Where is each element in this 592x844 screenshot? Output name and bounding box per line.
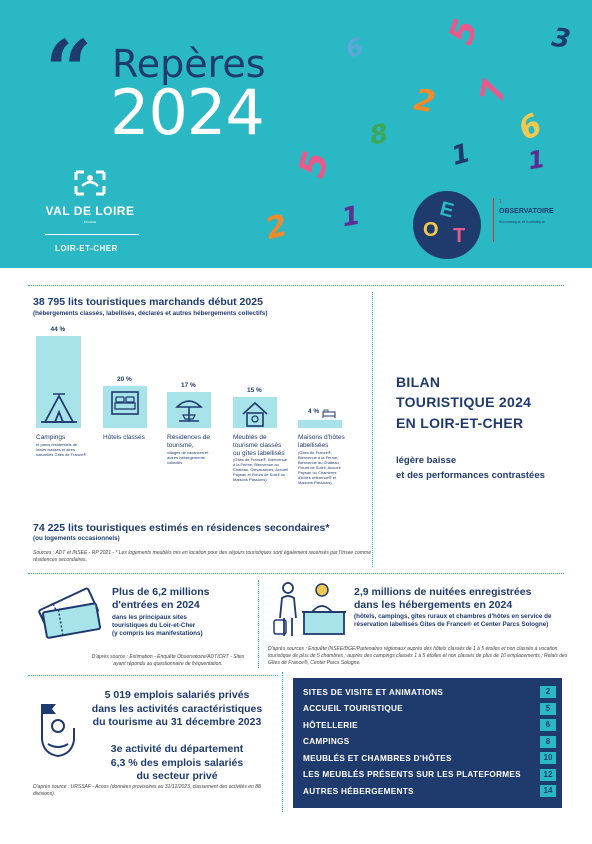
- toc-item-autres[interactable]: [303, 783, 556, 800]
- entries-sub-line: (y compris les manifestations): [112, 630, 203, 638]
- chart-category-label: [167, 434, 219, 465]
- vertical-divider: [258, 580, 259, 668]
- beds-subtitle: (hébergements classés, labellisés, déclarés et autres hébergements collectifs): [33, 310, 268, 317]
- nights-title: [354, 586, 531, 612]
- bilan-subtitle: [396, 454, 545, 483]
- toc-label: LES MEUBLÉS PRÉSENTS SUR LES PLATEFORMES: [303, 770, 521, 780]
- deco-digit: 5: [440, 14, 487, 50]
- jobs-rank-line: 6,3 % des emplois salariés: [110, 756, 244, 769]
- bilan-title-line: TOURISTIQUE 2024: [396, 394, 532, 411]
- deco-digit: 1: [448, 138, 474, 172]
- toc-item-accueil[interactable]: [303, 701, 556, 718]
- category-detail: (Gîtes de France®, Bienvenue à la Ferme, Bienvenue au Château, Clévacances, Accueil Paysan et Fleurs de Soleil ou Maisons Passions): [233, 457, 289, 483]
- section-divider: [28, 285, 564, 286]
- deco-digit: 1: [339, 200, 363, 234]
- toc-page-number: 10: [540, 752, 556, 764]
- logo-main-text: VAL DE LOIRE: [45, 204, 135, 218]
- bilan-title-line: EN LOIR-ET-CHER: [396, 414, 524, 431]
- jobs-rank-line: du secteur privé: [136, 770, 218, 783]
- deco-digit: 8: [367, 118, 391, 152]
- jobs-title-line: 5 019 emplois salariés privés: [104, 689, 250, 701]
- entries-title-line: Plus de 6,2 millions: [112, 586, 210, 598]
- logo-sub-text: FRANCE: [83, 220, 97, 224]
- chart-data-label: 44 %: [50, 326, 66, 333]
- section-divider: [28, 573, 564, 574]
- jobs-title: [88, 689, 266, 730]
- category-name: Campings: [36, 434, 66, 441]
- guest-bed-icon: [322, 408, 336, 418]
- chart-data-label: 20 %: [117, 376, 132, 383]
- entries-source: D'après source : Estimation - Enquête Observatoire/ADT/CRT - Sites ayant répondu au questionnaire de fréquentation.: [91, 654, 245, 667]
- oet-letter: T: [453, 225, 466, 247]
- vertical-divider: [372, 292, 373, 567]
- nights-title-line: 2,9 millions de nuitées enregistrées: [354, 586, 532, 598]
- entries-sub-line: touristiques du Loir-et-Cher: [112, 622, 196, 630]
- category-detail: villages de vacances et autres hébergements collectifs: [167, 449, 209, 465]
- entries-title-line: d'entrées en 2024: [112, 599, 200, 612]
- toc-label: HÔTELLERIE: [303, 720, 358, 730]
- jobs-rank: [88, 743, 266, 784]
- deco-digit: 6: [512, 107, 549, 148]
- chart-category-label: [233, 434, 289, 482]
- oet-letter: E: [437, 197, 457, 223]
- toc-item-campings[interactable]: [303, 734, 556, 751]
- observatoire-sup: 1: [499, 199, 502, 205]
- page-year: 2024: [110, 76, 264, 149]
- logo-dept-text: LOIR-ET-CHER: [55, 244, 118, 253]
- category-name: Meublés de tourisme classés ou gîtes labellisés: [233, 434, 285, 457]
- oet-letter: O: [423, 219, 439, 241]
- tent-icon: [39, 388, 79, 428]
- section-divider: [28, 675, 278, 676]
- category-name: Maisons d'hôtes labellisées: [298, 434, 345, 449]
- category-detail: et parcs résidentiels de loisirs classés et aires naturelles Gîtes de France®: [36, 441, 87, 457]
- category-detail: (Gîtes de France®, Bienvenue à la Ferme, Bienvenue au Château, Fleurs de Soleil, Accueil Paysan ou Chambres d'hôtes référence® et Maisons Passions): [298, 449, 341, 485]
- toc-label: CAMPINGS: [303, 737, 350, 747]
- oet-logo: [413, 191, 481, 259]
- chart-bar: [298, 420, 342, 428]
- toc-label: MEUBLÉS ET CHAMBRES D'HÔTES: [303, 753, 452, 763]
- beds-title: 38 795 lits touristiques marchands début 2025: [33, 296, 263, 308]
- category-name: Hôtels classés: [103, 434, 145, 441]
- toc-item-sites[interactable]: [303, 684, 556, 701]
- ticket-icon: [36, 582, 102, 642]
- jobs-source: D'après source : URSSAF - Acoss (données provisoires au 31/12/2023, classement des activités en 88 divisions).: [33, 784, 261, 797]
- hero-banner: [0, 0, 592, 268]
- entries-subtitle: [112, 614, 203, 639]
- chart-data-label: 4 %: [308, 408, 320, 415]
- beds-source: Sources : ADT et INSEE - RP 2021 - * Les logements meublés mis en location pour des séjours touristiques sont également recensés par l'Insee comme résidences secondaires.: [33, 550, 371, 563]
- vertical-divider: [282, 672, 283, 812]
- toc-label: ACCUEIL TOURISTIQUE: [303, 704, 404, 714]
- toc-page-number: 14: [540, 785, 556, 797]
- observatoire-sub: économique et touristique: [499, 219, 545, 224]
- category-name: Résidences de tourisme,: [167, 434, 210, 449]
- toc-page-number: 12: [540, 769, 556, 781]
- house-icon: [239, 400, 271, 428]
- val-de-loire-logo: [40, 168, 140, 224]
- secondary-homes-title: 74 225 lits touristiques estimés en résidences secondaires*: [33, 522, 330, 534]
- deco-digit: 1: [525, 144, 548, 176]
- secondary-homes-subtitle: (ou logements occasionnels): [33, 535, 120, 542]
- toc-label: SITES DE VISITE ET ANIMATIONS: [303, 687, 444, 697]
- logo-divider: [45, 234, 139, 235]
- toc-item-hotellerie[interactable]: [303, 717, 556, 734]
- deco-digit: 7: [472, 76, 514, 106]
- chart-data-label: 17 %: [181, 382, 196, 389]
- beach-umbrella-icon: [173, 395, 205, 423]
- toc-page-number: 8: [540, 736, 556, 748]
- toc-page-number: 5: [540, 703, 556, 715]
- quote-mark: “: [45, 23, 87, 119]
- table-of-contents: [293, 678, 562, 808]
- deco-digit: 2: [411, 82, 438, 121]
- deco-digit: 2: [261, 207, 292, 248]
- deco-digit: 3: [549, 22, 573, 56]
- chart-category-label: [103, 434, 155, 442]
- nights-title-line: dans les hébergements en 2024: [354, 599, 513, 612]
- reception-icon: [272, 578, 348, 642]
- bed-icon: [109, 389, 141, 417]
- observatoire-label: OBSERVATOIRE: [499, 208, 554, 215]
- jobs-rank-line: 3e activité du département: [110, 743, 244, 755]
- observatoire-divider: [493, 198, 494, 242]
- jobs-title-line: dans les activités caractéristiques: [91, 702, 263, 715]
- toc-page-number: 6: [540, 719, 556, 731]
- entries-title: [112, 586, 209, 612]
- toc-label: AUTRES HÉBERGEMENTS: [303, 786, 414, 796]
- chart-data-label: 15 %: [247, 387, 262, 394]
- jobs-title-line: du tourisme au 31 décembre 2023: [92, 716, 262, 729]
- entries-sub-line: dans les principaux sites: [112, 614, 187, 621]
- deco-digit: 5: [291, 147, 338, 182]
- toc-item-meubles[interactable]: [303, 750, 556, 767]
- bilan-sub-line: légère baisse: [396, 455, 457, 466]
- val-de-loire-emblem-icon: [72, 168, 108, 198]
- bilan-title: [396, 372, 531, 433]
- chart-category-label: [36, 434, 88, 457]
- page-title: Repères: [112, 42, 266, 86]
- worker-flag-icon: [34, 700, 78, 760]
- toc-page-number: 2: [540, 686, 556, 698]
- bilan-sub-line: et des performances contrastées: [396, 469, 545, 481]
- deco-digit: 6: [342, 32, 367, 64]
- nights-source: D'après sources : Enquête INSEE/DGE/Partenaires régionaux auprès des hôtels classés de 1 à 5 étoiles et non classés à vocation touristique de plus de 5 chambres ; auprès des campings classés 1 à 5 étoiles et non classés de plus de 10 emplacements ; Relais des Gîtes de France®, Center Parcs Sologne.: [268, 646, 568, 666]
- toc-item-plateformes[interactable]: [303, 767, 556, 784]
- chart-category-label: [298, 434, 350, 485]
- bilan-title-line: BILAN: [396, 374, 441, 390]
- nights-subtitle: (hôtels, campings, gîtes ruraux et chambres d'hôtes en service de réservation labellisés Gîtes de France® et Center Parcs Sologne): [354, 613, 552, 629]
